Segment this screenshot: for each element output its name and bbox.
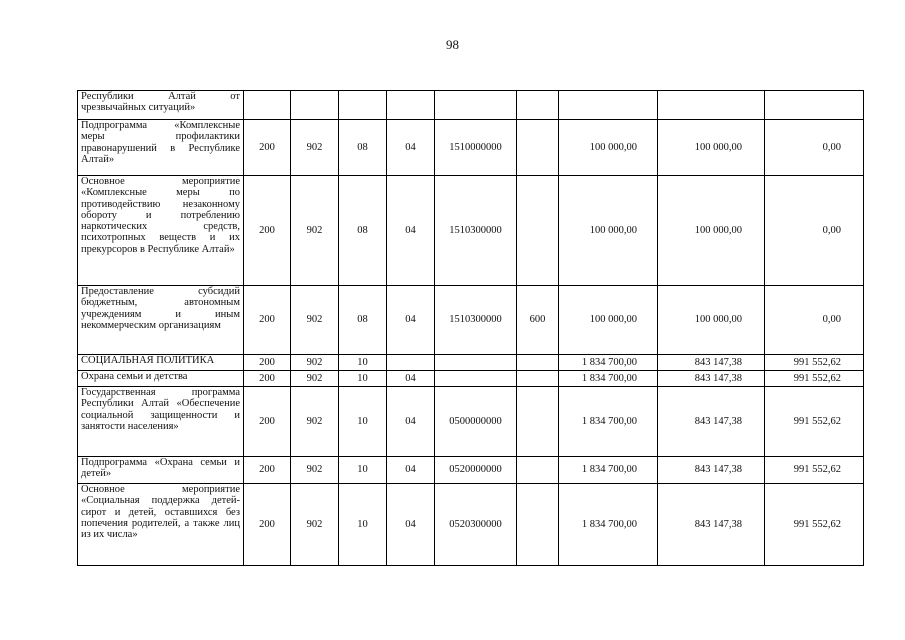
row-subsection-code: 04 — [387, 371, 435, 387]
row-amount-1: 100 000,00 — [559, 286, 658, 355]
row-amount-3: 991 552,62 — [765, 355, 864, 371]
row-expense-type: 600 — [517, 286, 559, 355]
row-amount-2: 100 000,00 — [658, 176, 765, 286]
row-amount-3: 991 552,62 — [765, 484, 864, 566]
row-amount-2: 100 000,00 — [658, 286, 765, 355]
row-expense-type — [517, 484, 559, 566]
row-target-code: 0520300000 — [435, 484, 517, 566]
row-target-code: 1510000000 — [435, 120, 517, 176]
row-target-code: 0500000000 — [435, 387, 517, 457]
row-subsection-code: 04 — [387, 484, 435, 566]
table-row — [78, 286, 864, 355]
page-number: 98 — [446, 37, 459, 52]
row-admin-code: 200 — [244, 371, 291, 387]
row-amount-1: 100 000,00 — [559, 176, 658, 286]
row-amount-2: 843 147,38 — [658, 457, 765, 484]
row-name: Охрана семьи и детства — [78, 371, 244, 387]
row-expense-type — [517, 457, 559, 484]
row-subsection-code — [387, 91, 435, 120]
row-name: СОЦИАЛЬНАЯ ПОЛИТИКА — [78, 355, 244, 371]
row-section-code — [339, 91, 387, 120]
row-chapter-code: 902 — [291, 286, 339, 355]
row-name: Основное мероприятие «Социальная поддержка детей-сирот и детей, оставшихся без попечения родителей, а также лиц из их числа» — [78, 484, 244, 566]
row-chapter-code — [291, 91, 339, 120]
row-subsection-code: 04 — [387, 286, 435, 355]
row-name: Республики Алтай от чрезвычайных ситуаций» — [78, 91, 244, 120]
row-amount-1: 1 834 700,00 — [559, 355, 658, 371]
row-target-code — [435, 371, 517, 387]
table-row — [78, 457, 864, 484]
row-section-code: 08 — [339, 120, 387, 176]
budget-table — [77, 90, 864, 566]
row-name: Государственная программа Республики Алтай «Обеспечение социальной защищенности и занятости населения» — [78, 387, 244, 457]
row-section-code: 08 — [339, 286, 387, 355]
table-row — [78, 371, 864, 387]
row-admin-code: 200 — [244, 286, 291, 355]
table-row — [78, 120, 864, 176]
row-expense-type — [517, 120, 559, 176]
row-section-code: 10 — [339, 371, 387, 387]
row-subsection-code — [387, 355, 435, 371]
row-name: Основное мероприятие «Комплексные меры по противодействию незаконному обороту и потреблению наркотических средств, психотропных веществ и их прекурсоров в Республике Алтай» — [78, 176, 244, 286]
row-amount-2: 843 147,38 — [658, 371, 765, 387]
row-name: Подпрограмма «Комплексные меры профилактики правонарушений в Республике Алтай» — [78, 120, 244, 176]
row-chapter-code: 902 — [291, 176, 339, 286]
row-expense-type — [517, 387, 559, 457]
row-admin-code: 200 — [244, 120, 291, 176]
row-amount-1: 1 834 700,00 — [559, 371, 658, 387]
row-section-code: 10 — [339, 484, 387, 566]
row-section-code: 10 — [339, 355, 387, 371]
row-chapter-code: 902 — [291, 355, 339, 371]
row-amount-2: 100 000,00 — [658, 120, 765, 176]
row-amount-3: 0,00 — [765, 176, 864, 286]
row-amount-1: 1 834 700,00 — [559, 457, 658, 484]
row-chapter-code: 902 — [291, 387, 339, 457]
row-amount-1: 1 834 700,00 — [559, 484, 658, 566]
table-row — [78, 387, 864, 457]
row-amount-1: 1 834 700,00 — [559, 387, 658, 457]
row-admin-code: 200 — [244, 176, 291, 286]
row-amount-1: 100 000,00 — [559, 120, 658, 176]
row-target-code — [435, 355, 517, 371]
row-amount-2: 843 147,38 — [658, 355, 765, 371]
row-subsection-code: 04 — [387, 120, 435, 176]
row-admin-code: 200 — [244, 484, 291, 566]
row-chapter-code: 902 — [291, 371, 339, 387]
row-name: Подпрограмма «Охрана семьи и детей» — [78, 457, 244, 484]
table-row — [78, 355, 864, 371]
row-section-code: 10 — [339, 387, 387, 457]
row-amount-2 — [658, 91, 765, 120]
row-section-code: 10 — [339, 457, 387, 484]
row-target-code: 1510300000 — [435, 286, 517, 355]
row-expense-type — [517, 91, 559, 120]
row-expense-type — [517, 355, 559, 371]
row-chapter-code: 902 — [291, 457, 339, 484]
table-row — [78, 91, 864, 120]
row-amount-1 — [559, 91, 658, 120]
row-subsection-code: 04 — [387, 176, 435, 286]
row-target-code — [435, 91, 517, 120]
row-section-code: 08 — [339, 176, 387, 286]
row-chapter-code: 902 — [291, 484, 339, 566]
row-amount-2: 843 147,38 — [658, 484, 765, 566]
row-subsection-code: 04 — [387, 387, 435, 457]
row-amount-3 — [765, 91, 864, 120]
row-expense-type — [517, 371, 559, 387]
row-amount-3: 991 552,62 — [765, 387, 864, 457]
table-row — [78, 176, 864, 286]
row-chapter-code: 902 — [291, 120, 339, 176]
row-amount-3: 0,00 — [765, 286, 864, 355]
row-subsection-code: 04 — [387, 457, 435, 484]
row-admin-code: 200 — [244, 355, 291, 371]
row-target-code: 1510300000 — [435, 176, 517, 286]
row-target-code: 0520000000 — [435, 457, 517, 484]
table-row — [78, 484, 864, 566]
row-amount-3: 991 552,62 — [765, 457, 864, 484]
row-amount-3: 0,00 — [765, 120, 864, 176]
row-admin-code: 200 — [244, 457, 291, 484]
row-amount-2: 843 147,38 — [658, 387, 765, 457]
row-admin-code — [244, 91, 291, 120]
row-admin-code: 200 — [244, 387, 291, 457]
row-amount-3: 991 552,62 — [765, 371, 864, 387]
row-expense-type — [517, 176, 559, 286]
row-name: Предоставление субсидий бюджетным, автономным учреждениям и иным некоммерческим организациям — [78, 286, 244, 355]
